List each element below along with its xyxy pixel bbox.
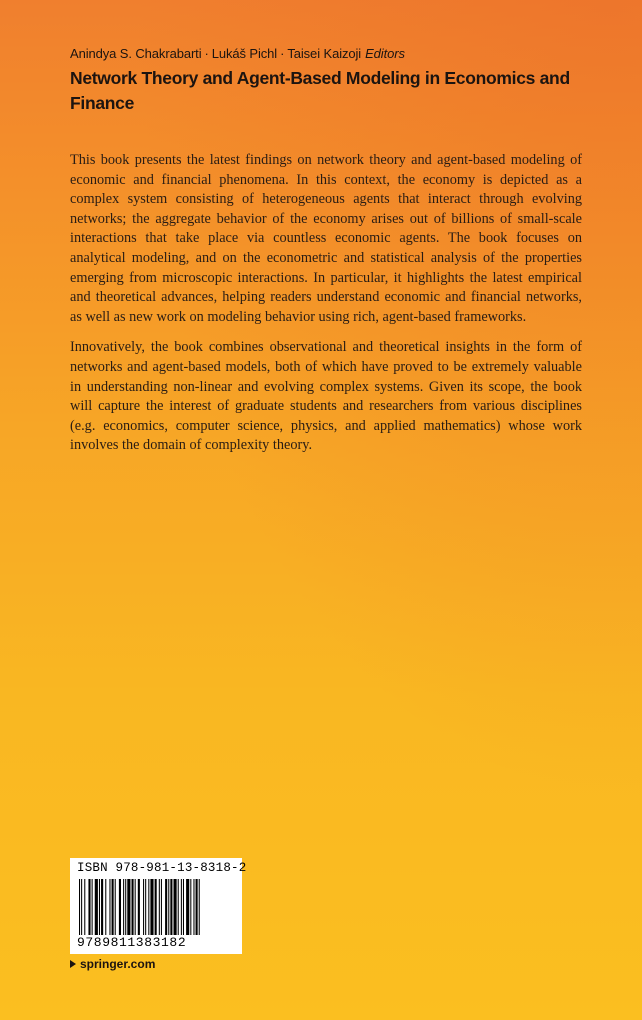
editors-role: Editors: [365, 46, 405, 61]
barcode-bar: [81, 879, 82, 935]
barcode-bar: [181, 879, 182, 935]
barcode-bar: [143, 879, 144, 935]
description-paragraph: This book presents the latest findings on network theory and agent-based modeling of economic and financial phenomena. In this context, the economy is depicted as a complex system consisting of heterogeneous agents that interact through evolving networks; the aggregate behavior of the economy arises out of billions of small-scale interactions that take place via countless economic agents. The book focuses on analytical modeling, and on the econometric and statistical analysis of the properties emerging from microscopic interactions. In particular, it highlights the latest empirical and theoretical advances, helping readers understand economic and financial networks, as well as new work on modeling behavior using rich, agent-based frameworks.: [70, 152, 582, 325]
editor-name: Taisei Kaizoji: [287, 46, 362, 61]
barcode-bar: [150, 879, 153, 935]
barcode-bar: [123, 879, 124, 935]
editor-name: Anindya S. Chakrabarti: [70, 46, 202, 61]
book-description: [70, 151, 582, 467]
barcode-bar: [95, 879, 98, 935]
barcode-bar: [155, 879, 157, 935]
barcode-bar: [138, 879, 140, 935]
barcode-icon: [77, 879, 237, 937]
barcode-bar: [132, 879, 134, 935]
editor-name: Lukáš Pichl: [211, 46, 278, 61]
editors-line: [70, 46, 590, 61]
barcode-bar: [190, 879, 191, 935]
barcode-bar: [119, 879, 121, 935]
publisher-website[interactable]: [70, 957, 155, 971]
barcode-bar: [135, 879, 136, 935]
barcode-bar: [148, 879, 149, 935]
barcode-bar: [112, 879, 114, 935]
barcode-bar: [170, 879, 172, 935]
barcode-bar: [159, 879, 160, 935]
barcode-bar: [199, 879, 200, 935]
barcode-bar: [88, 879, 90, 935]
barcode-bar: [105, 879, 106, 935]
barcode-bar: [101, 879, 103, 935]
arrow-right-icon: [70, 960, 76, 968]
barcode-bar: [127, 879, 130, 935]
barcode-bar: [84, 879, 85, 935]
barcode-bar: [193, 879, 194, 935]
barcode-bar: [79, 879, 80, 935]
barcode-bar: [196, 879, 198, 935]
barcode-bar: [115, 879, 116, 935]
barcode-digits: 9789811383182: [77, 935, 187, 950]
barcode-bar: [125, 879, 126, 935]
isbn-label: ISBN 978-981-13-8318-2: [77, 861, 247, 875]
editor-separator: ·: [204, 46, 209, 61]
barcode-bar: [145, 879, 146, 935]
editor-separator: ·: [280, 46, 285, 61]
barcode-bar: [161, 879, 162, 935]
barcode-bar: [168, 879, 169, 935]
barcode-bar: [178, 879, 179, 935]
barcode-bar: [165, 879, 167, 935]
barcode-bar: [99, 879, 100, 935]
description-paragraph: Innovatively, the book combines observational and theoretical insights in the form of networks and agent-based models, both of which have proved to be extremely valuable in understanding non-linear and evolving complex systems. Given its scope, the book will capture the interest of graduate students and researchers from various disciplines (e.g. economics, computer science, physics, and applied mathematics) whose work involves the domain of complexity theory.: [70, 339, 582, 454]
isbn-barcode-box: [70, 858, 247, 954]
barcode-bar: [174, 879, 177, 935]
book-title: Network Theory and Agent-Based Modeling in Economics and Finance: [70, 68, 570, 113]
barcode-bar: [186, 879, 189, 935]
barcode-bar: [109, 879, 110, 935]
publisher-website-label: springer.com: [80, 957, 156, 971]
barcode-bar: [92, 879, 93, 935]
barcode-bar: [183, 879, 184, 935]
